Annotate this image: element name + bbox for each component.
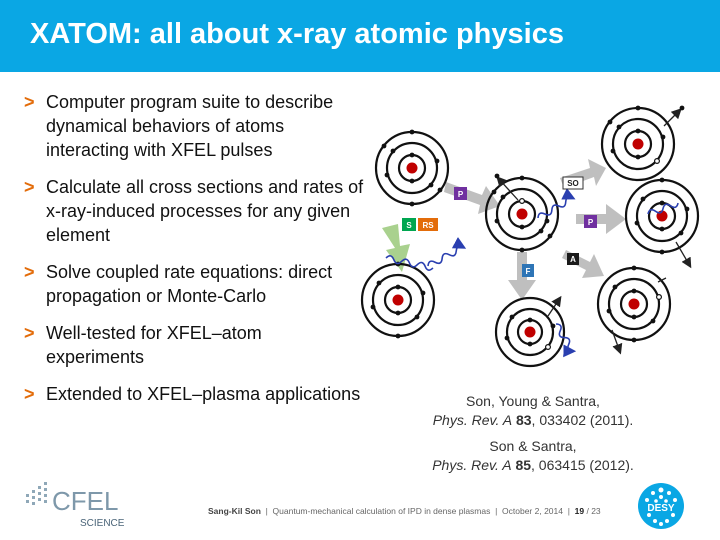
footer: Sang-Kil Son | Quantum-mechanical calculation of IPD in dense plasmas | October 2, 2014 | 19 / 23 bbox=[208, 506, 601, 516]
svg-text:CFEL: CFEL bbox=[52, 486, 119, 516]
bullet-item: > Calculate all cross sections and rates of x-ray-induced processes for any given element bbox=[24, 177, 364, 245]
bullet-marker: > bbox=[24, 262, 35, 282]
svg-text:S: S bbox=[406, 221, 412, 230]
cfel-logo bbox=[22, 482, 142, 532]
footer-total: 23 bbox=[591, 506, 601, 516]
svg-text:P: P bbox=[457, 190, 464, 199]
tag-A bbox=[567, 253, 579, 265]
footer-author: Sang-Kil Son bbox=[208, 506, 261, 516]
footer-talk: Quantum-mechanical calculation of IPD in dense plasmas bbox=[272, 506, 491, 516]
bullet-marker: > bbox=[24, 177, 35, 197]
svg-text:RS: RS bbox=[422, 221, 434, 230]
svg-text:SO: SO bbox=[567, 179, 579, 188]
tag-P1 bbox=[454, 187, 467, 200]
atom-ionized-center bbox=[486, 174, 558, 253]
reference-2: Son & Santra, Phys. Rev. A 85, 063415 (2012). bbox=[432, 438, 634, 473]
tag-F bbox=[522, 264, 534, 277]
footer-date: October 2, 2014 bbox=[502, 506, 563, 516]
atomic-process-diagram bbox=[352, 98, 720, 388]
tag-S bbox=[402, 218, 416, 231]
bullet-list bbox=[24, 90, 364, 419]
bullet-marker: > bbox=[24, 384, 35, 404]
svg-text:DESY: DESY bbox=[647, 503, 675, 514]
bullet-item: > Well-tested for XFEL–atom experiments bbox=[24, 323, 262, 367]
tag-SO bbox=[563, 177, 583, 189]
atom-bottom-right bbox=[598, 266, 670, 352]
reference-1: Son, Young & Santra, Phys. Rev. A 83, 033402 (2011). bbox=[432, 393, 634, 428]
references bbox=[400, 392, 666, 482]
atom-mid-right bbox=[626, 178, 698, 266]
svg-text:P: P bbox=[587, 218, 594, 227]
svg-text:F: F bbox=[525, 267, 531, 276]
atom-bottom-center bbox=[496, 298, 564, 366]
svg-text:SCIENCE: SCIENCE bbox=[80, 518, 125, 529]
bullet-item: > Extended to XFEL–plasma applications bbox=[24, 384, 361, 404]
slide-title: XATOM: all about x-ray atomic physics bbox=[30, 18, 564, 50]
atom-bottom-left bbox=[362, 262, 434, 339]
bullet-marker: > bbox=[24, 323, 35, 343]
desy-logo bbox=[636, 481, 686, 531]
footer-page: 19 bbox=[574, 506, 585, 516]
bullet-item: > Solve coupled rate equations: direct propagation or Monte-Carlo bbox=[24, 262, 333, 306]
svg-text:A: A bbox=[570, 255, 576, 264]
bullet-item: > Computer program suite to describe dynamical behaviors of atoms interacting with XFEL pulses bbox=[24, 92, 334, 160]
atom-neutral bbox=[376, 130, 448, 207]
atom-top-right bbox=[602, 106, 684, 180]
tag-RS bbox=[418, 218, 438, 231]
bullet-marker: > bbox=[24, 92, 35, 112]
tag-P2 bbox=[584, 215, 597, 228]
title-bar bbox=[0, 0, 720, 72]
